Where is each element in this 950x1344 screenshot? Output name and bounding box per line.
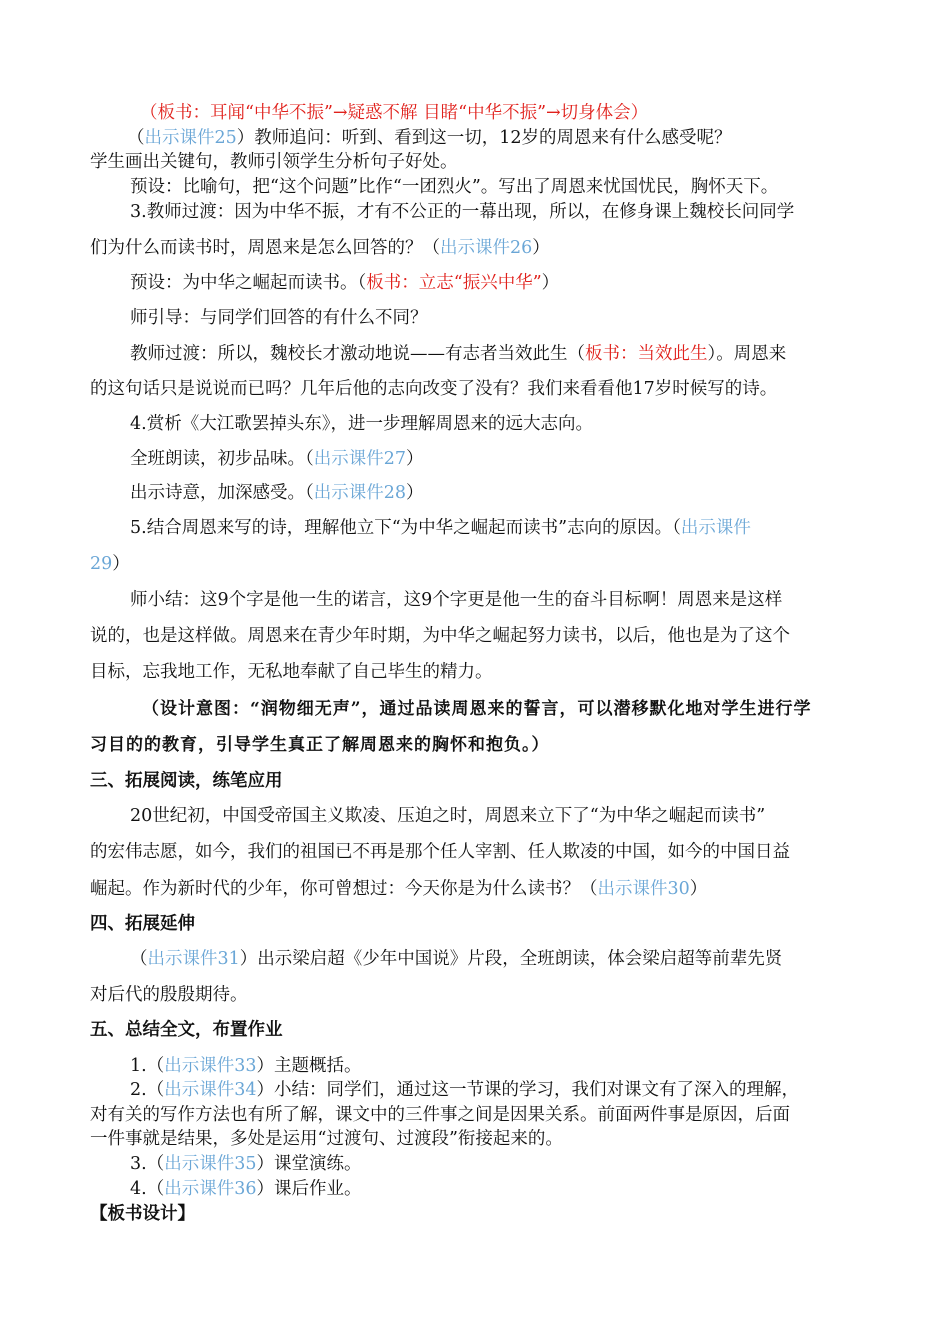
courseware-link-34[interactable]: 出示课件34 <box>164 1080 257 1100</box>
paragraph-line <box>90 983 248 1007</box>
paragraph-line <box>90 877 707 901</box>
paragraph-line <box>130 412 593 436</box>
text: 出示诗意，加深感受。（ <box>130 483 314 503</box>
courseware-link-33[interactable]: 出示课件33 <box>164 1056 257 1076</box>
courseware-link-31[interactable]: 出示课件31 <box>147 949 240 969</box>
text: ）出示梁启超《少年中国说》片段，全班朗读，体会梁启超等前辈先贤 <box>239 949 783 969</box>
text: 4.（ <box>130 1179 165 1199</box>
text: 一件事就是结果，多处是运用“过渡句、过渡段”衔接起来的。 <box>90 1129 563 1149</box>
list-item <box>130 1152 361 1176</box>
paragraph-line <box>90 150 458 174</box>
text: 学生画出关键句，教师引领学生分析句子好处。 <box>90 152 458 172</box>
text: 4.赏析《大江歌罢掉头东》，进一步理解周恩来的远大志向。 <box>130 414 593 434</box>
list-item <box>130 1078 799 1102</box>
text: ） <box>689 879 708 899</box>
paragraph-line <box>130 175 778 199</box>
text: 师小结：这9个字是他一生的诺言，这9个字更是他一生的奋斗目标啊！周恩来是这样 <box>130 590 783 610</box>
text: 习目的的教育，引导学生真正了解周恩来的胸怀和抱负。） <box>90 735 550 755</box>
text: ） <box>406 449 424 469</box>
text: 说的，也是这样做。周恩来在青少年时期，为中华之崛起努力读书，以后，他也是为了这个 <box>90 626 790 646</box>
section-heading-5 <box>90 1018 283 1042</box>
list-item <box>130 1177 361 1201</box>
text: ） <box>541 273 560 293</box>
paragraph-line <box>130 947 782 971</box>
paragraph-line <box>130 804 765 828</box>
paragraph-line <box>90 1127 563 1151</box>
paragraph-line <box>130 342 786 366</box>
text: （设计意图：“润物细无声”，通过品读周恩来的誓言，可以潜移默化地对学生进行学 <box>142 699 812 719</box>
text: 全班朗读，初步品味。（ <box>130 449 314 469</box>
text: ） <box>406 483 424 503</box>
text: 对有关的写作方法也有所了解，课文中的三件事之间是因果关系。前面两件事是原因，后面 <box>90 1105 790 1125</box>
courseware-link-27[interactable]: 出示课件27 <box>313 449 407 469</box>
paragraph-line <box>130 447 424 471</box>
section-heading-4 <box>90 912 195 936</box>
courseware-link-30[interactable]: 出示课件30 <box>597 879 690 899</box>
paragraph-line <box>127 126 732 150</box>
courseware-link-25[interactable]: 出示课件25 <box>144 128 237 148</box>
heading-text: 【板书设计】 <box>90 1204 195 1224</box>
heading-text: 三、拓展阅读，练笔应用 <box>90 771 283 791</box>
text: （ <box>130 949 148 969</box>
design-intent <box>90 733 550 757</box>
paragraph-line <box>90 236 550 260</box>
courseware-link-29-number[interactable]: 29 <box>90 554 113 574</box>
text: 教师过渡：所以，魏校长才激动地说——有志者当效此生（ <box>130 344 585 364</box>
text: 2.（ <box>130 1080 165 1100</box>
text: ）小结：同学们，通过这一节课的学习，我们对课文有了深入的理解， <box>256 1080 799 1100</box>
text: （ <box>127 128 145 148</box>
paragraph-line <box>130 306 428 330</box>
text: 20世纪初，中国受帝国主义欺凌、压迫之时，周恩来立下了“为中华之崛起而读书” <box>130 806 766 826</box>
text: ） <box>532 238 550 258</box>
text: 对后代的殷殷期待。 <box>90 985 248 1005</box>
courseware-link-28[interactable]: 出示课件28 <box>313 483 407 503</box>
paragraph-line <box>90 624 790 648</box>
paragraph-line <box>130 200 794 224</box>
text: 预设：为中华之崛起而读书。（ <box>130 273 367 293</box>
paragraph-line <box>130 516 751 540</box>
paragraph-line <box>130 588 782 612</box>
paragraph-line <box>90 377 777 401</box>
board-note-3: 板书：当效此生 <box>585 344 708 364</box>
paragraph-line <box>90 660 493 684</box>
text: 1.（ <box>130 1056 165 1076</box>
text: 崛起。作为新时代的少年，你可曾想过：今天你是为什么读书？（ <box>90 879 598 899</box>
text: 3.教师过渡：因为中华不振，才有不公正的一幕出现，所以，在修身课上魏校长问同学 <box>130 202 795 222</box>
heading-text: 五、总结全文，布置作业 <box>90 1020 283 1040</box>
text: 目标，忘我地工作，无私地奉献了自己毕生的精力。 <box>90 662 493 682</box>
text: ）。周恩来 <box>707 344 787 364</box>
text: 的宏伟志愿，如今，我们的祖国已不再是那个任人宰割、任人欺凌的中国，如今的中国日益 <box>90 842 790 862</box>
text: ）主题概括。 <box>256 1056 362 1076</box>
text: 师引导：与同学们回答的有什么不同？ <box>130 308 428 328</box>
paragraph-line <box>90 840 790 864</box>
paragraph-line <box>90 1103 790 1127</box>
text: 的这句话只是说说而已吗？几年后他的志向改变了没有？我们来看看他17岁时候写的诗。 <box>90 379 778 399</box>
board-note-2: 板书：立志“振兴中华” <box>366 273 542 293</box>
text: ）课后作业。 <box>256 1179 362 1199</box>
text: 3.（ <box>130 1154 165 1174</box>
text: 们为什么而读书时，周恩来是怎么回答的？（ <box>90 238 440 258</box>
courseware-link-36[interactable]: 出示课件36 <box>164 1179 257 1199</box>
board-design-heading <box>90 1202 195 1226</box>
paragraph-line <box>130 271 559 295</box>
paragraph-line <box>90 552 130 576</box>
text: ） <box>112 554 130 574</box>
courseware-link-26[interactable]: 出示课件26 <box>440 238 533 258</box>
heading-text: 四、拓展延伸 <box>90 914 195 934</box>
text: ）教师追问：听到、看到这一切，12岁的周恩来有什么感受呢？ <box>236 128 732 148</box>
courseware-link-29[interactable]: 出示课件 <box>680 518 751 538</box>
courseware-link-35[interactable]: 出示课件35 <box>164 1154 257 1174</box>
text: 预设：比喻句，把“这个问题”比作“一团烈火”。写出了周恩来忧国忧民，胸怀天下。 <box>130 177 779 197</box>
text: ）课堂演练。 <box>256 1154 362 1174</box>
list-item <box>130 1054 361 1078</box>
paragraph-line <box>130 481 424 505</box>
board-note-1 <box>140 101 648 125</box>
text: 5.结合周恩来写的诗，理解他立下“为中华之崛起而读书”志向的原因。（ <box>130 518 681 538</box>
board-note-text: （板书：耳闻“中华不振”→疑惑不解 目睹“中华不振”→切身体会） <box>140 103 649 123</box>
design-intent <box>142 697 812 721</box>
section-heading-3 <box>90 769 283 793</box>
